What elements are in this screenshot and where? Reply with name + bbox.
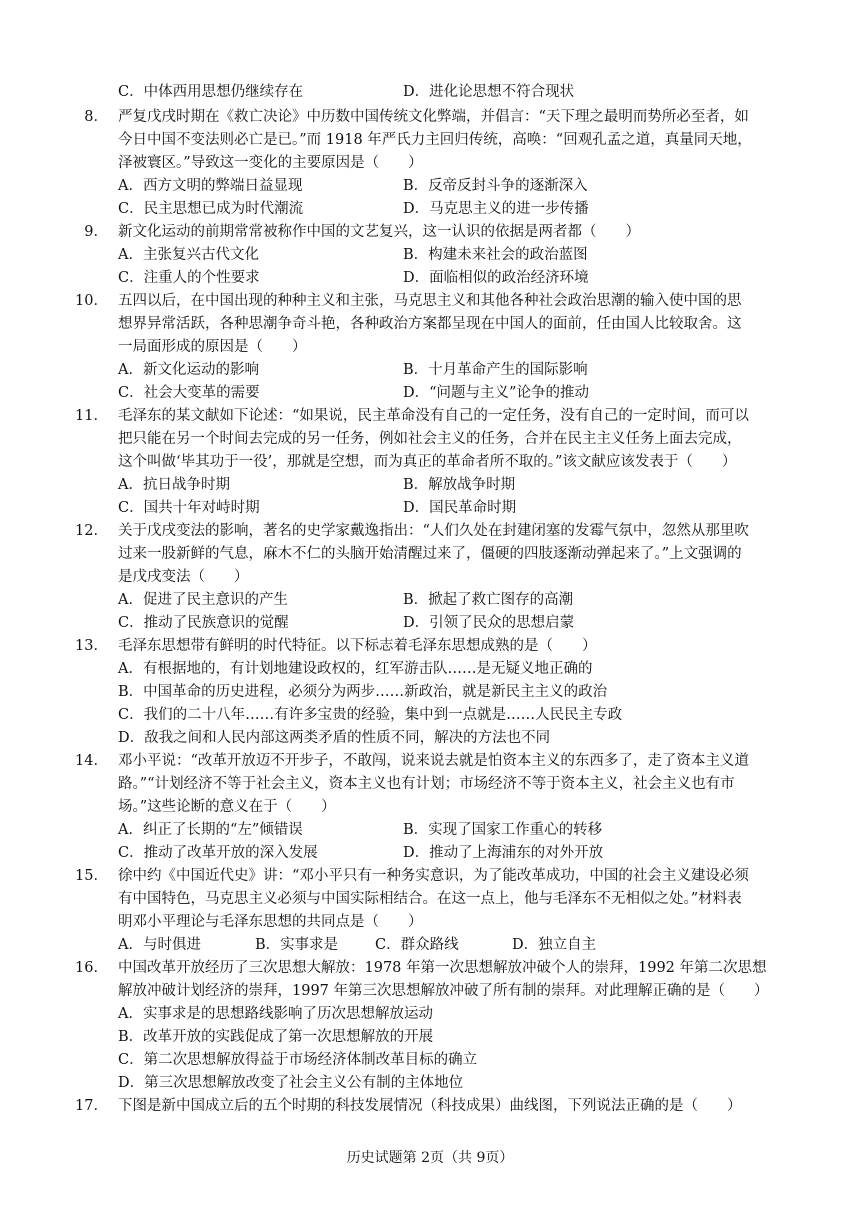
q13-number: 13． (75, 638, 108, 654)
q9-stem-line: 新文化运动的前期常常被称作中国的文艺复兴，这一认识的依据是两者都（ ） (118, 224, 640, 240)
q12-option-a: A．促进了民主意识的产生 (118, 592, 288, 608)
q8-option-a: A．西方文明的弊端日益显现 (118, 178, 303, 194)
q10-option-b: B．十月革命产生的国际影响 (403, 362, 588, 378)
q11-option-d: D．国民革命时期 (403, 500, 517, 516)
q16-option-d: D．第三次思想解放改变了社会主义公有制的主体地位 (118, 1075, 464, 1091)
q15-option-c: C．群众路线 (375, 937, 459, 953)
q9-number: 9． (84, 224, 108, 240)
q11-stem-line: 毛泽东的某文献如下论述：“如果说，民主革命没有自己的一定任务，没有自己的一定时间，而可以 (118, 408, 749, 424)
q10-stem-line: 一局面形成的原因是（ ） (118, 339, 307, 355)
page-footer: 历史试题第 2页（共 9页） (346, 1150, 514, 1166)
q12-stem-line: 是戊戌变法（ ） (118, 569, 249, 585)
q14-option-d: D．推动了上海浦东的对外开放 (403, 845, 604, 861)
q16-option-c: C．第二次思想解放得益于市场经济体制改革目标的确立 (118, 1052, 478, 1068)
q8-stem-line: 今日中国不变法则必亡是已。”而 1918 年严氏力主回归传统，高唤：“回观孔孟之道，真量同天地， (118, 132, 752, 148)
q10-option-d: D．“问题与主义”论争的推动 (403, 385, 589, 401)
q14-stem-line: 路。”“计划经济不等于社会主义，资本主义也有计划；市场经济不等于资本主义，社会主义也有市 (118, 776, 735, 792)
q8-option-b: B．反帝反封斗争的逐渐深入 (403, 178, 588, 194)
q12-number: 12． (75, 523, 108, 539)
q7-option-d: D．进化论思想不符合现状 (403, 84, 575, 100)
q12-stem-line: 过来一股新鲜的气息，麻木不仁的头脑开始清醒过来了，僵硬的四肢逐渐动弹起来了。”上文强调的 (118, 546, 742, 562)
q8-option-d: D．马克思主义的进一步传播 (403, 201, 589, 217)
q12-option-b: B．掀起了救亡图存的高潮 (403, 592, 574, 608)
q9-option-d: D．面临相似的政治经济环境 (403, 270, 589, 286)
q11-number: 11． (75, 408, 108, 424)
q9-option-b: B．构建未来社会的政治蓝图 (403, 247, 588, 263)
q15-number: 15． (75, 868, 108, 884)
q12-option-d: D．引领了民众的思想启蒙 (403, 615, 575, 631)
q10-stem-line: 想界异常活跃，各种思潮争奇斗艳，各种政治方案都呈现在中国人的面前，任由国人比较取舍。这 (118, 316, 742, 332)
q13-option-d: D．敌我之间和人民内部这两类矛盾的性质不同，解决的方法也不同 (118, 730, 551, 746)
q12-stem-line: 关于戊戌变法的影响，著名的史学家戴逸指出：“人们久处在封建闭塞的发霉气氛中，忽然从那里吹 (118, 523, 749, 539)
q10-option-c: C．社会大变革的需要 (118, 385, 260, 401)
q10-option-a: A．新文化运动的影响 (118, 362, 259, 378)
q16-stem-line: 解放冲破计划经济的崇拜，1997 年第三次思想解放冲破了所有制的崇拜。对此理解正确的是（ ） (118, 983, 769, 999)
q11-stem-line: 把只能在另一个时间去完成的另一任务，例如社会主义的任务，合并在民主主义任务上面去完成， (118, 431, 742, 447)
q11-option-a: A．抗日战争时期 (118, 477, 230, 493)
q17-number: 17． (75, 1098, 108, 1114)
q8-option-c: C．民主思想已成为时代潮流 (118, 201, 304, 217)
q16-stem-line: 中国改革开放经历了三次思想大解放：1978 年第一次思想解放冲破个人的崇拜，1992 年第二次思想 (118, 960, 767, 976)
q7-option-c: C．中体西用思想仍继续存在 (118, 84, 304, 100)
q14-number: 14． (75, 753, 108, 769)
q13-option-c: C．我们的二十八年……有许多宝贵的经验，集中到一点就是……人民民主专政 (118, 707, 623, 723)
q15-stem-line: 有中国特色，马克思主义必须与中国实际相结合。在这一点上，他与毛泽东不无相似之处。”材料表 (118, 891, 742, 907)
q16-option-b: B．改革开放的实践促成了第一次思想解放的开展 (118, 1029, 434, 1045)
q16-number: 16． (75, 960, 108, 976)
q14-option-c: C．推动了改革开放的深入发展 (118, 845, 318, 861)
q8-stem-line: 泽被寰区。”导致这一变化的主要原因是（ ） (118, 155, 423, 171)
q15-option-b: B．实事求是 (255, 937, 339, 953)
q14-option-b: B．实现了国家工作重心的转移 (403, 822, 603, 838)
q16-option-a: A．实事求是的思想路线影响了历次思想解放运动 (118, 1006, 433, 1022)
q9-option-a: A．主张复兴古代文化 (118, 247, 259, 263)
q9-option-c: C．注重人的个性要求 (118, 270, 260, 286)
q11-option-c: C．国共十年对峙时期 (118, 500, 260, 516)
q15-option-a: A．与时俱进 (118, 937, 201, 953)
q14-stem-line: 邓小平说：“改革开放迈不开步子，不敢闯，说来说去就是怕资本主义的东西多了，走了资本主义道 (118, 753, 749, 769)
q17-stem-line: 下图是新中国成立后的五个时期的科技发展情况（科技成果）曲线图，下列说法正确的是（ ） (118, 1098, 742, 1114)
q13-option-a: A．有根据地的，有计划地建设政权的，红军游击队……是无疑义地正确的 (118, 661, 593, 677)
q12-option-c: C．推动了民族意识的觉醒 (118, 615, 289, 631)
q14-stem-line: 场。”这些论断的意义在于（ ） (118, 799, 336, 815)
q13-stem-line: 毛泽东思想带有鲜明的时代特征。以下标志着毛泽东思想成熟的是（ ） (118, 638, 597, 654)
q11-option-b: B．解放战争时期 (403, 477, 516, 493)
q15-stem-line: 明邓小平理论与毛泽东思想的共同点是（ ） (118, 914, 423, 930)
q8-number: 8． (84, 109, 108, 125)
q10-number: 10． (75, 293, 108, 309)
q14-option-a: A．纠正了长期的“左”倾错误 (118, 822, 303, 838)
q10-stem-line: 五四以后，在中国出现的种种主义和主张，马克思主义和其他各种社会政治思潮的输入使中国的思 (118, 293, 742, 309)
q15-stem-line: 徐中约《中国近代史》讲：“邓小平只有一种务实意识，为了能改革成功，中国的社会主义建设必须 (118, 868, 749, 884)
q13-option-b: B．中国革命的历史进程，必须分为两步……新政治，就是新民主主义的政治 (118, 684, 608, 700)
q8-stem-line: 严复戊戌时期在《救亡决论》中历数中国传统文化弊端，并倡言：“天下理之最明而势所必至者，如 (118, 109, 749, 125)
q15-option-d: D．独立自主 (512, 937, 597, 953)
q11-stem-line: 这个叫做‘毕其功于一役’，那就是空想，而为真正的革命者所不取的。”该文献应该发表于（ ） (118, 454, 737, 470)
